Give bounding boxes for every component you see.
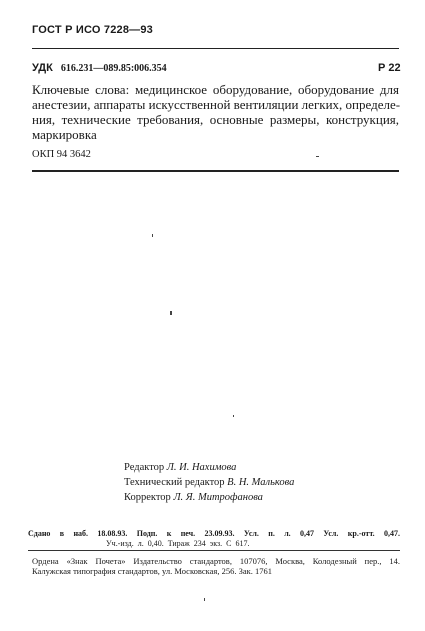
credit-editor — [124, 460, 294, 475]
print-info-line: Уч.-изд. л. 0,40. Тираж 234 экз. С 617. — [106, 539, 250, 548]
credit-role: Технический редактор — [124, 477, 225, 488]
print-info — [28, 529, 400, 549]
top-rule — [32, 48, 399, 49]
keywords-line: ния, технические требования, основные размеры, конструкция, — [32, 112, 399, 127]
keywords-line: маркировка — [32, 127, 97, 142]
publisher-info — [32, 556, 400, 576]
publisher-line: Калужская типография стандартов, ул. Московская, 256. Зак. 1761 — [32, 566, 272, 576]
keywords-line: анестезии, аппараты искусственной вентиляции легких, определе- — [32, 97, 401, 112]
credit-name: Л. И. Нахимова — [166, 462, 237, 473]
credits-block — [124, 460, 294, 505]
okp-code: ОКП 94 3642 — [32, 149, 91, 160]
udc-code: 616.231—089.85:006.354 — [60, 63, 167, 74]
print-speck — [316, 156, 319, 157]
category-code: Р 22 — [378, 62, 401, 74]
print-speck — [152, 234, 153, 237]
publisher-line: Ордена «Знак Почета» Издательство стандартов, 107076, Москва, Колодезный пер., 14. — [32, 556, 400, 566]
keywords-paragraph — [32, 82, 399, 142]
standard-designation: ГОСТ Р ИСО 7228—93 — [32, 24, 153, 36]
udc-label: УДК — [32, 62, 53, 74]
credit-role: Редактор — [124, 462, 165, 473]
credit-technical-editor — [124, 475, 294, 490]
keywords-line: Ключевые слова: медицинское оборудование, оборудование для — [32, 82, 399, 97]
bottom-rule — [32, 170, 399, 172]
credit-proofreader — [124, 490, 294, 505]
udc-line — [32, 62, 167, 74]
print-info-line: Сдано в наб. 18.08.93. Подп. к печ. 23.09.93. Усл. п. л. 0,47 Усл. кр.-отт. 0,47. — [28, 529, 400, 538]
print-speck — [170, 311, 172, 315]
imprint-rule — [28, 550, 400, 551]
credit-role: Корректор — [124, 492, 171, 503]
credit-name: В. Н. Малькова — [227, 477, 295, 488]
print-speck — [204, 598, 205, 601]
credit-name: Л. Я. Митрофанова — [173, 492, 263, 503]
print-speck — [233, 415, 234, 417]
